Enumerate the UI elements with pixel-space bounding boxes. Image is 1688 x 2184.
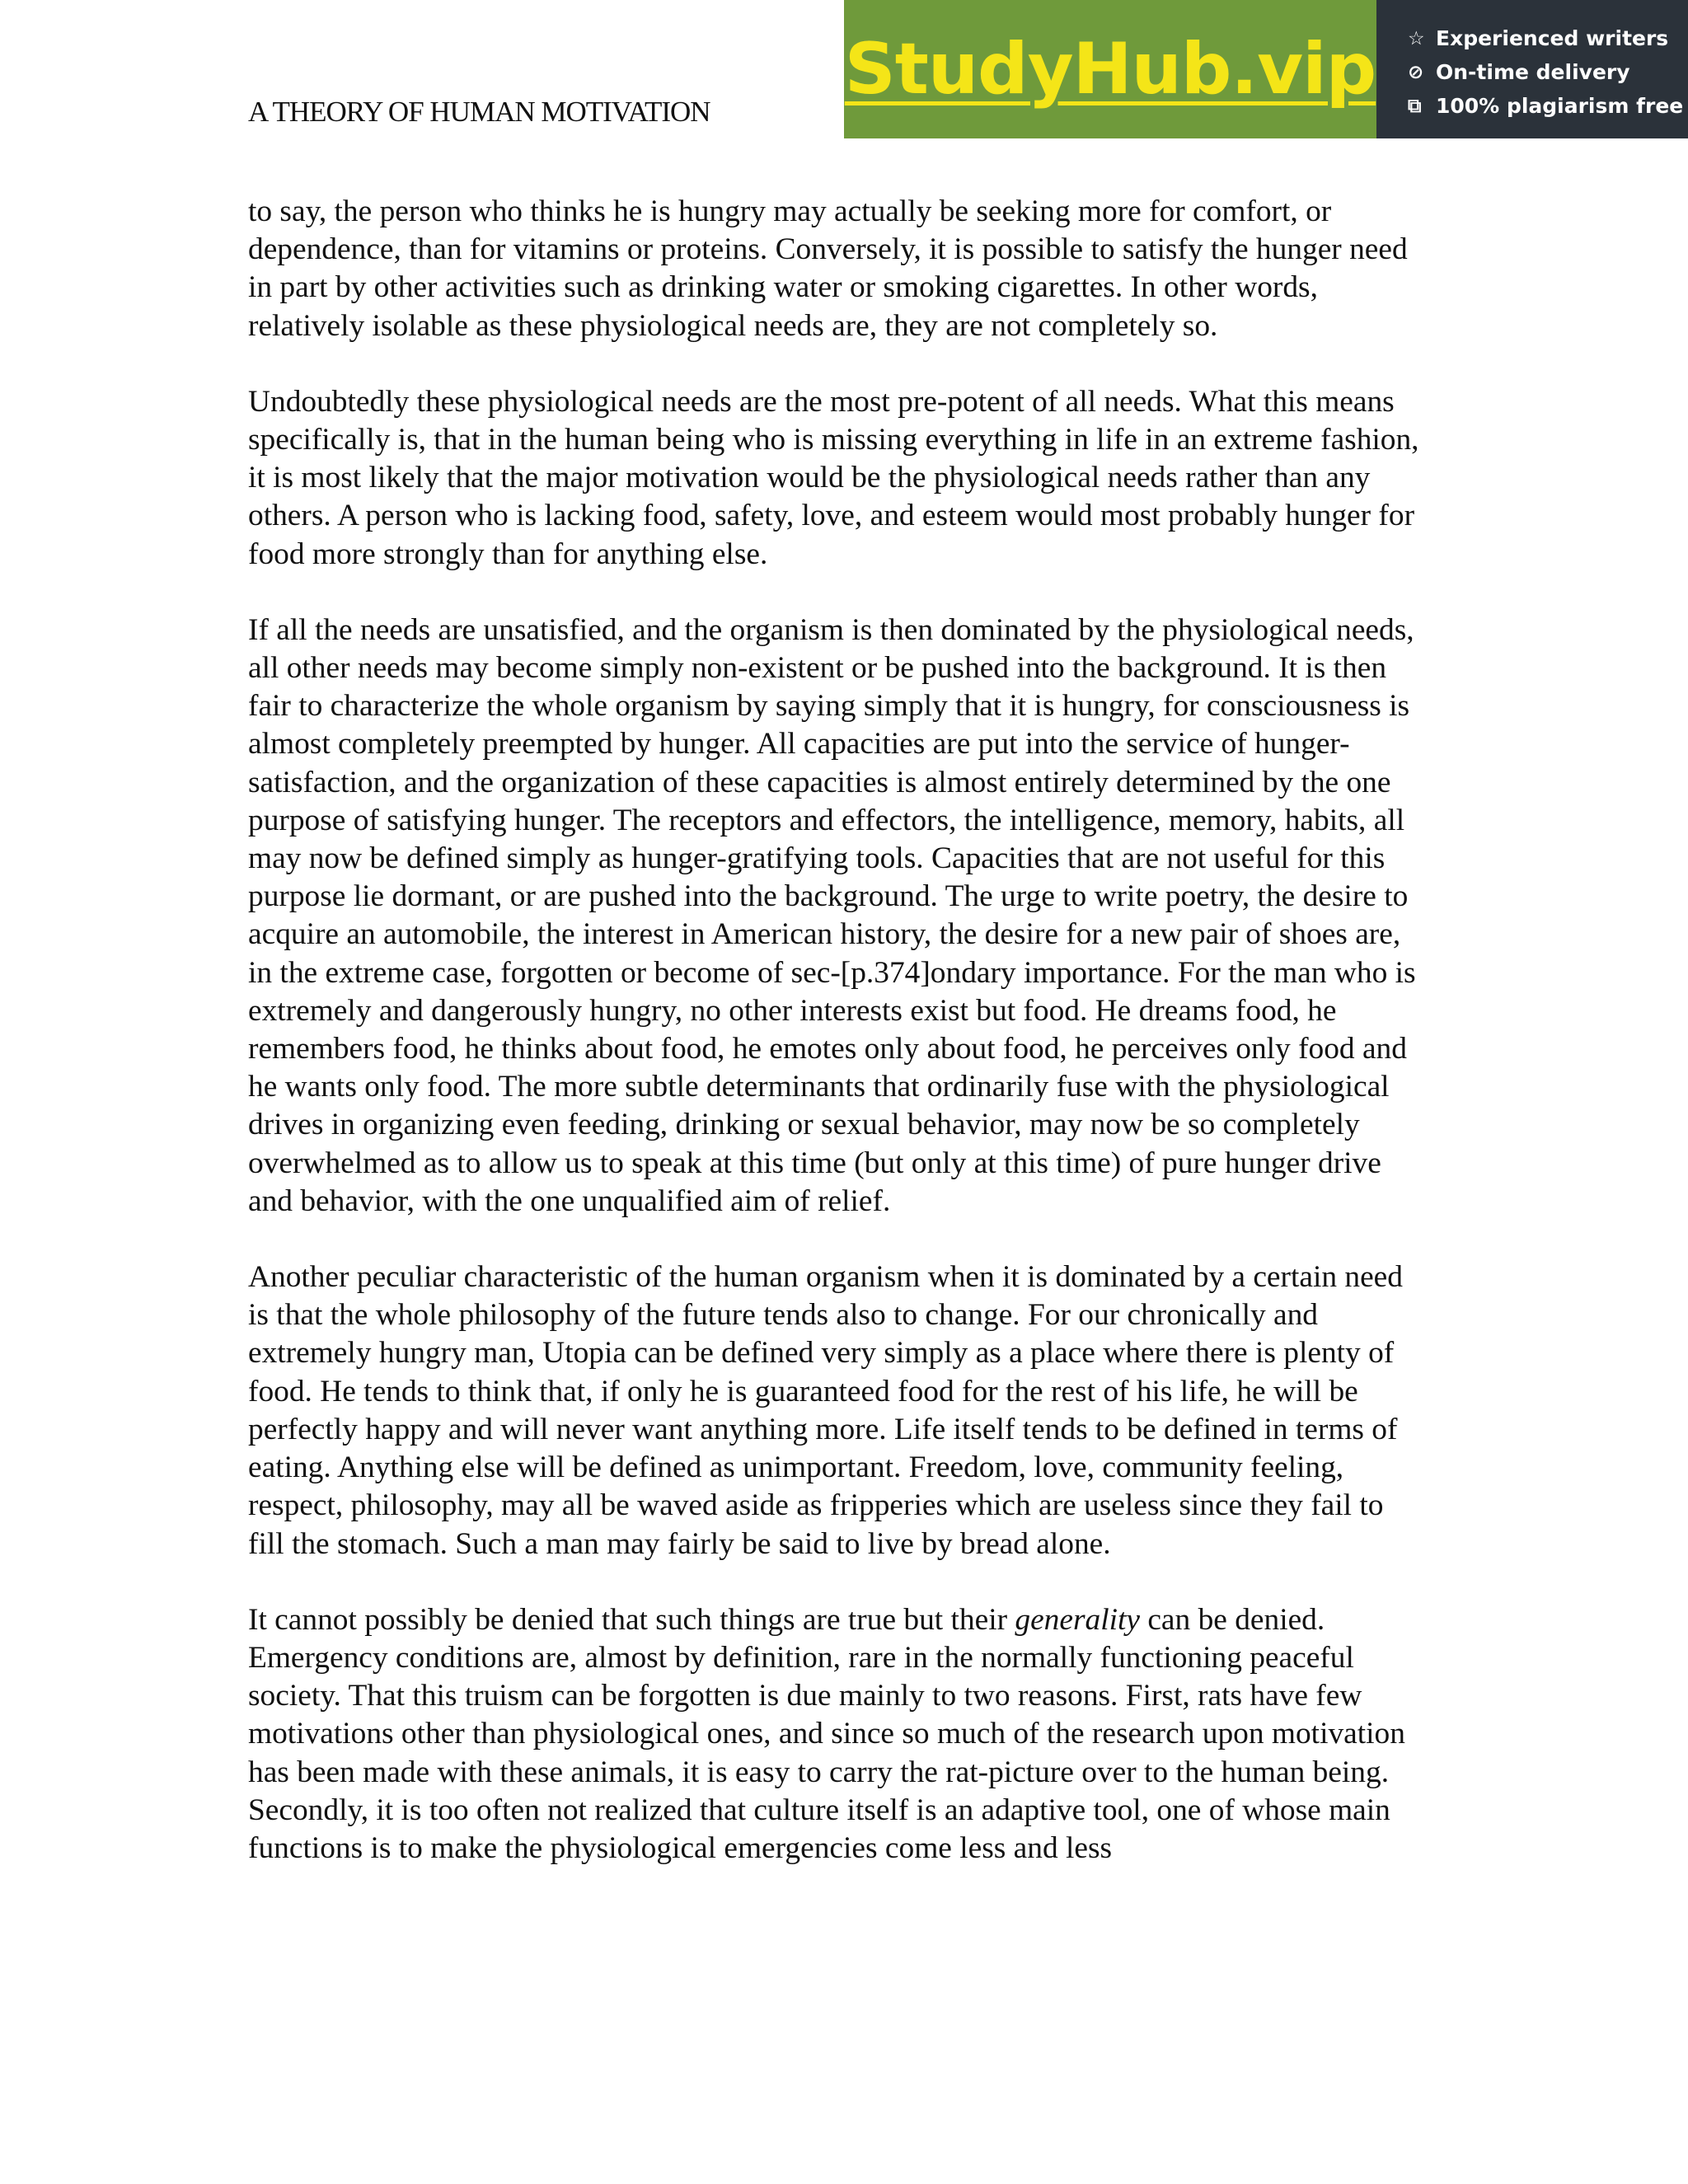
feature-item [1408,21,1688,55]
brand-logo[interactable] [844,0,1376,138]
feature-text: On-time delivery [1436,60,1630,84]
paragraph: Another peculiar characteristic of the human organism when it is dominated by a certain need is that the whole philosophy of the future tends also to change. For our chronically and extremely hungry man, Utopia can be defined very simply as a place where there is plenty of food. He tends to think that, if only he is guaranteed food for the rest of his life, he will be perfectly happy and will never want anything more. Life itself tends to be defined in terms of eating. Anything else will be defined as unimportant. Freedom, love, community feeling, respect, philosophy, may all be waved aside as fripperies which are useless since they fail to fill the stomach. Such a man may fairly be said to live by bread alone. [248,1260,1403,1561]
feature-item [1408,89,1688,123]
studyhub-banner[interactable] [844,0,1688,138]
paragraph: If all the needs are unsatisfied, and the organism is then dominated by the physiological needs, all other needs may become simply non-existent or be pushed into the background. It is then fair to characterize the whole organism by saying simply that it is hungry, for consciousness is almost completely preempted by hunger. All capacities are put into the service of hunger-satisfaction, and the organization of these capacities is almost entirely determined by the one purpose of satisfying hunger. The receptors and effectors, the intelligence, memory, habits, all may now be defined simply as hunger-gratifying tools. Capacities that are not useful for this purpose lie dormant, or are pushed into the background. The urge to write poetry, the desire to acquire an automobile, the interest in American history, the desire for a new pair of shoes are, in the extreme case, forgotten or become of sec-[p.374]ondary importance. For the man who is extremely and dangerously hungry, no other interests exist but food. He dreams food, he remembers food, he thinks about food, he emotes only about food, he perceives only food and he wants only food. The more subtle determinants that ordinarily fuse with the physiological drives in organizing even feeding, drinking or sexual behavior, may now be so completely overwhelmed as to allow us to speak at this time (but only at this time) of pure hunger drive and behavior, with the one unqualified aim of relief. [248,612,1416,1218]
clock-icon: ⊘ [1408,61,1424,83]
running-head: A THEORY OF HUMAN MOTIVATION [248,96,710,128]
paragraph: Undoubtedly these physiological needs are the most pre-potent of all needs. What this means specifically is, that in the human being who is missing everything in life in an extreme fashion, it is most likely that the major motivation would be the physiological needs rather than any others. A person who is lacking food, safety, love, and esteem would most probably hunger for food more strongly than for anything else. [248,384,1419,571]
paragraph-text: can be denied. Emergency conditions are, almost by definition, rare in the normally functioning peaceful society. That this truism can be forgotten is due mainly to two reasons. First, rats have few motivations other than physiological ones, and since so much of the research upon motivation has been made with these animals, it is easy to carry the rat-picture over to the human being. Secondly, it is too often not realized that culture itself is an adaptive tool, one of whose main functions is to make the physiological emergencies come less and less [248,1602,1405,1865]
star-outline-icon: ☆ [1408,27,1425,49]
document-body [248,193,1427,1868]
brand-name: StudyHub.vip [844,28,1376,110]
feature-text: 100% plagiarism free [1436,94,1684,118]
paragraph-text: It cannot possibly be denied that such things are true but their [248,1602,1015,1637]
emphasis-text: generality [1015,1602,1140,1637]
feature-item [1408,55,1688,89]
feature-text: Experienced writers [1436,26,1669,50]
feature-list [1376,0,1688,138]
copy-check-icon: ⧉ [1408,95,1422,117]
paragraph [248,1601,1427,1868]
paragraph: to say, the person who thinks he is hungry may actually be seeking more for comfort, or dependence, than for vitamins or proteins. Conversely, it is possible to satisfy the hunger need in part by other activities such as drinking water or smoking cigarettes. In other words, relatively isolable as these physiological needs are, they are not completely so. [248,194,1408,343]
